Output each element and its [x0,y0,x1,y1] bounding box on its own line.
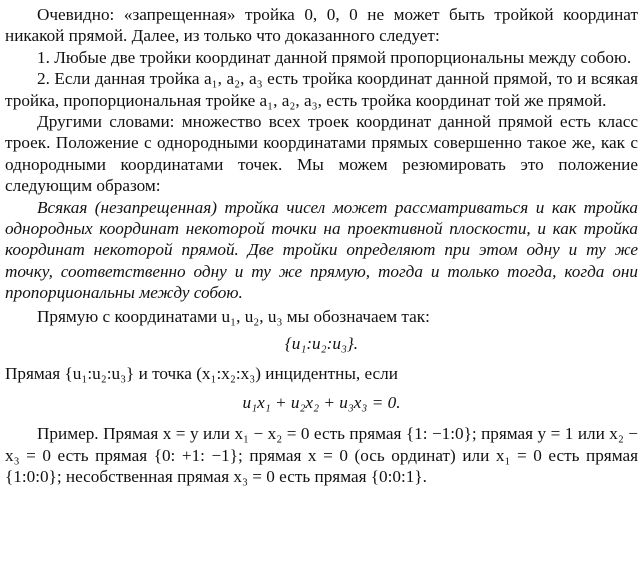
paragraph-forbidden-triple: Очевидно: «запрещенная» тройка 0, 0, 0 не может быть тройкой координат никакой прямой. Далее, из только что доказанного следует: [5,5,638,46]
paragraph-statement-2: 2. Если данная тройка a₁, a₂, a₃ есть тройка координат данной прямой, то и всякая тройка, пропорциональная тройке a₁, a₂, a₃, есть тройка координат той же прямой. [5,69,638,110]
paragraph-theorem: Всякая (незапрещенная) тройка чисел может рассматриваться и как тройка однородных координат некоторой точки на проективной плоскости, и как тройка координат некоторой прямой. Две тройки определяют при этом одну и ту же точку, соответственно одну и ту же прямую, тогда и только тогда, когда они пропорциональны между собою. [5,197,638,303]
paragraph-statement-1: 1. Любые две тройки координат данной прямой пропорциональны между собою. [37,47,632,67]
formula-incidence: u₁x₁ + u₂x₂ + u₃x₃ = 0. [242,392,401,412]
paragraph-class-of-triples: Другими словами: множество всех троек координат данной прямой есть класс троек. Положение с однородными координатами прямых совершенно такое же, как с однородными координатами точек. Мы можем резюмировать это положение следующим образом: [5,112,638,196]
paragraph-example: Пример. Прямая x = y или x₁ − x₂ = 0 есть прямая {1: −1:0}; прямая y = 1 или x₂ − x₃ = 0 есть прямая {0: +1: −1}; прямая x = 0 (ось ординат) или x₁ = 0 есть прямая {1:0:0}; несобственная прямая x₃ = 0 есть прямая {0:0:1}. [5,424,638,487]
paragraph-line-notation: Прямую с координатами u₁, u₂, u₃ мы обозначаем так: [37,306,430,326]
paragraph-incidence: Прямая {u₁:u₂:u₃} и точка (x₁:x₂:x₃) инцидентны, если [5,363,398,383]
formula-line-coordinates: {u₁:u₂:u₃}. [284,334,359,354]
